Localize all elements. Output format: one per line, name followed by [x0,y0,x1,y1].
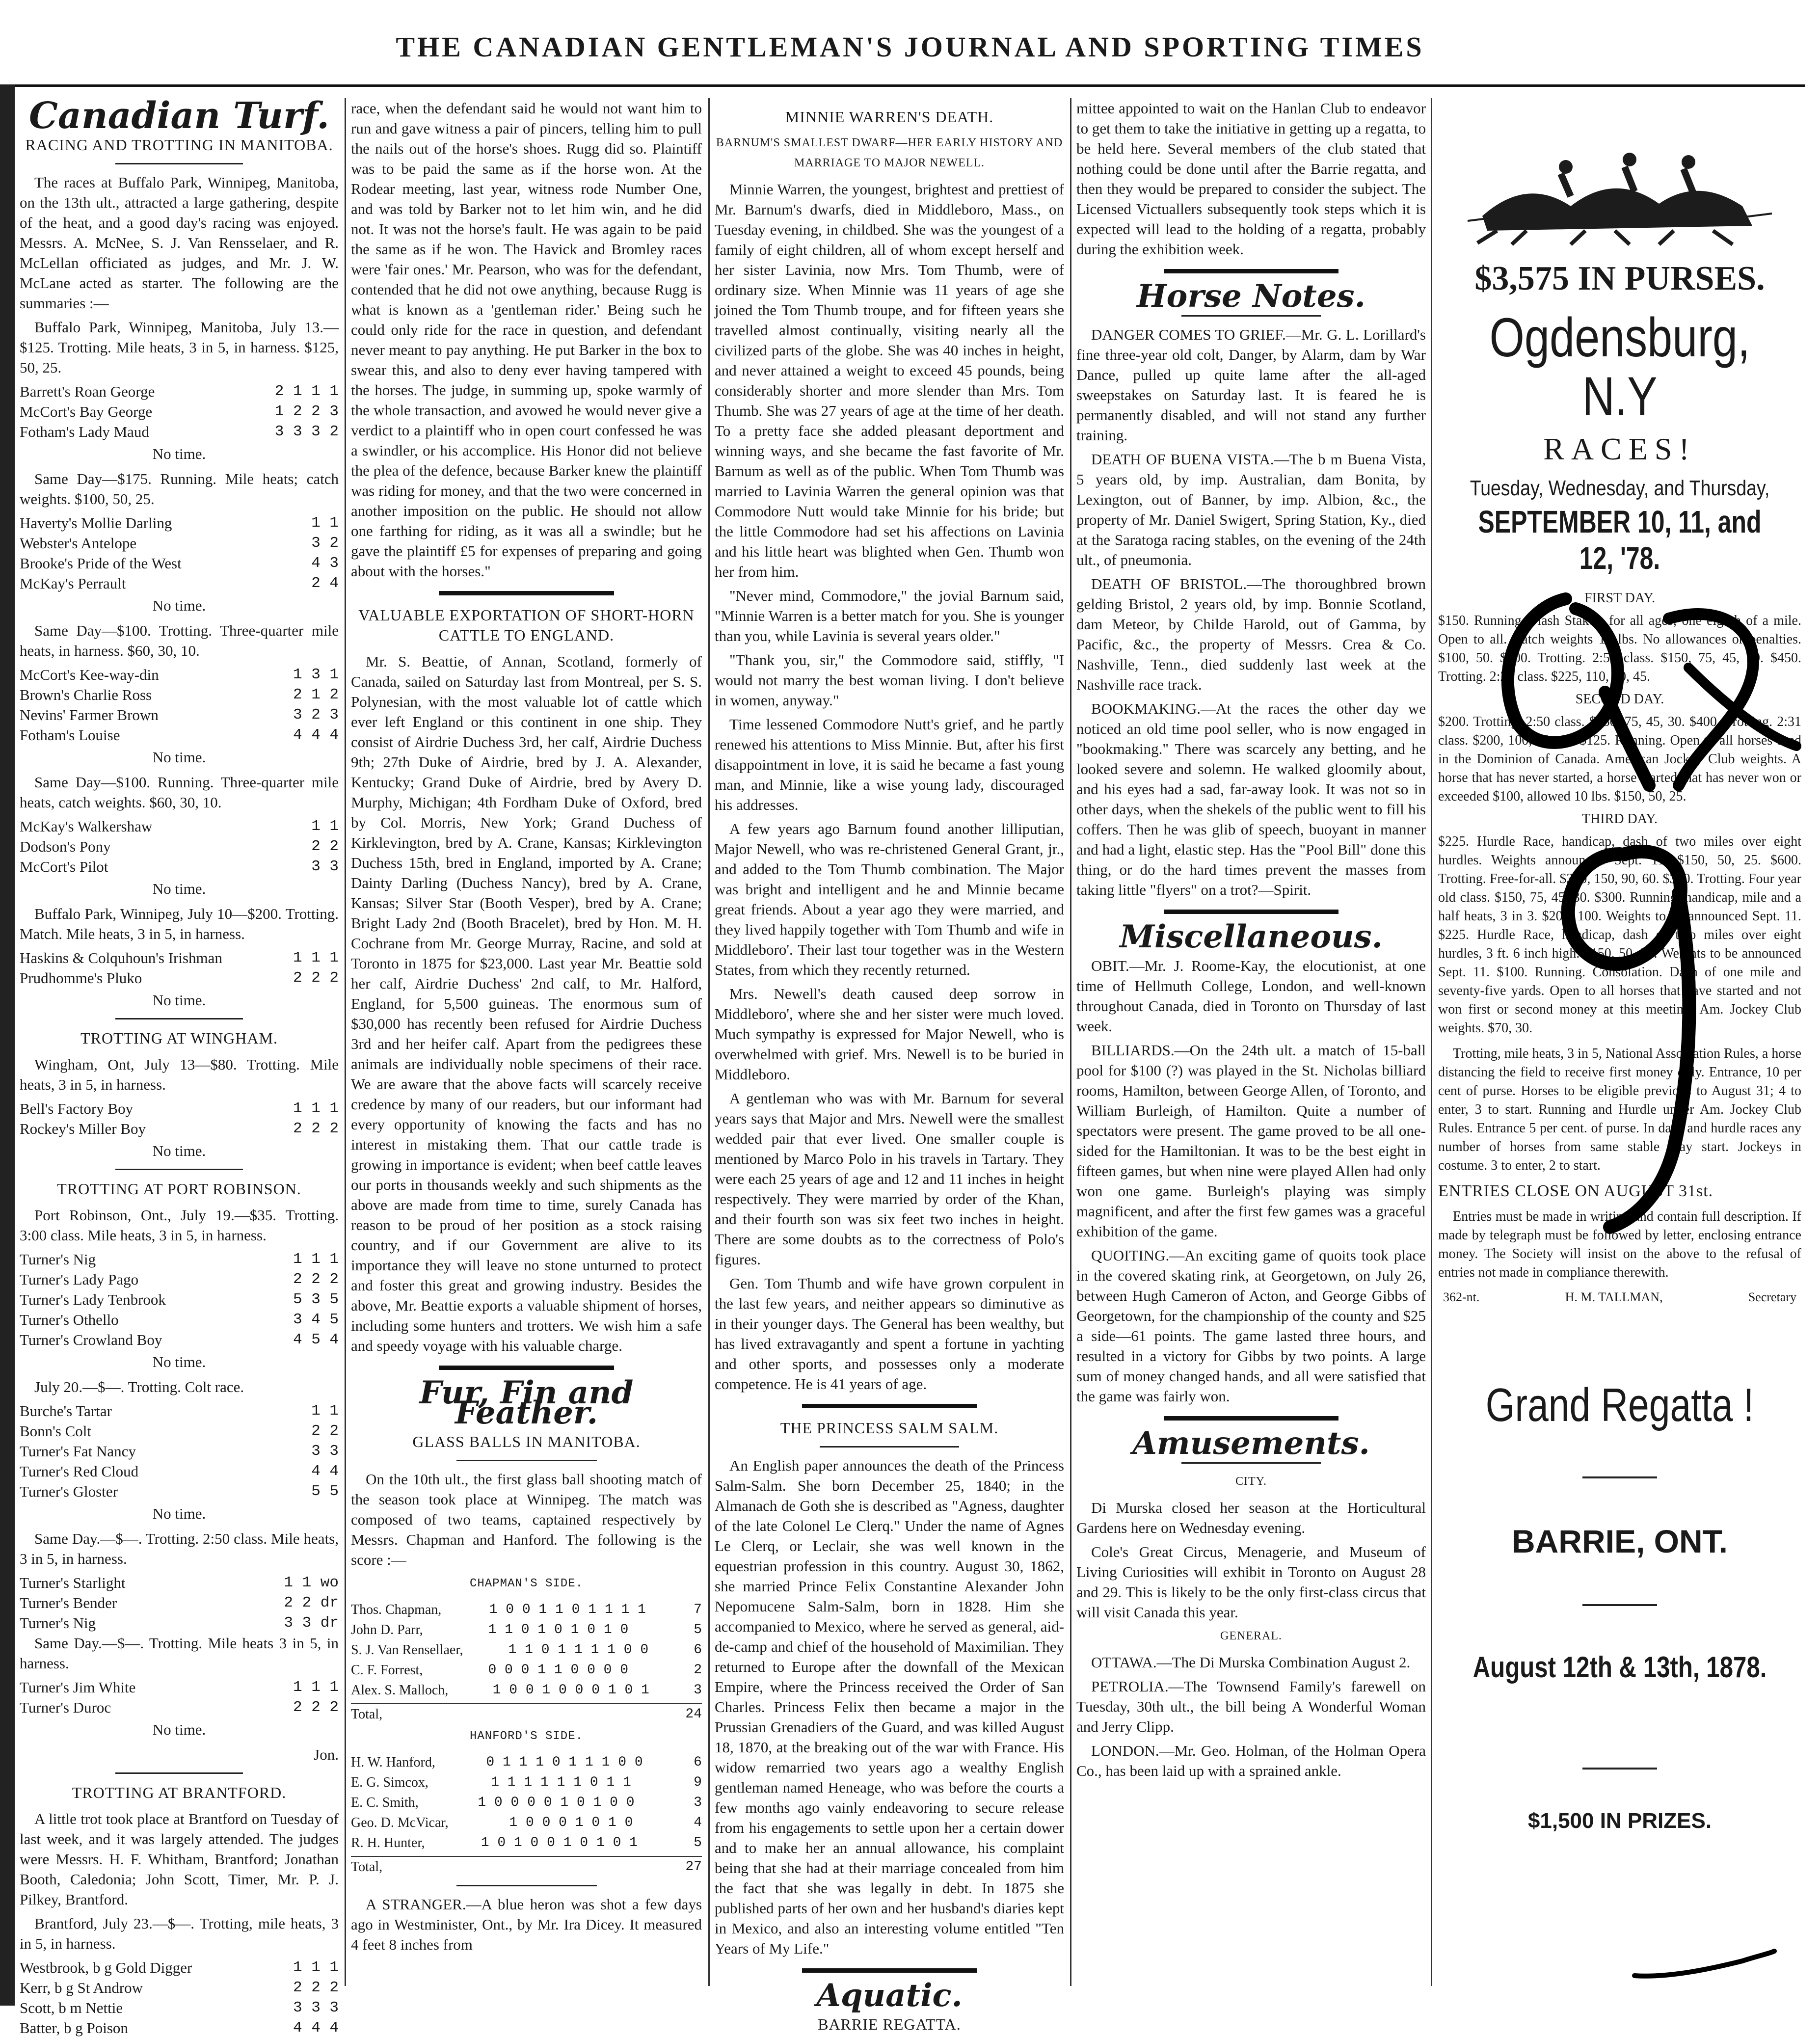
secretary-name: H. M. TALLMAN, [1565,1290,1663,1304]
column-rule [708,98,710,1986]
race-result-row: Turner's Nig 1 1 1 [20,1251,339,1268]
race-result-row: Dodson's Pony 2 2 [20,838,339,855]
race-result-row: Nevins' Farmer Brown 3 2 3 [20,706,339,724]
masthead: THE CANADIAN GENTLEMAN'S JOURNAL AND SPORTING TIMES [396,31,1424,63]
race-result-row: Webster's Antelope 3 2 [20,535,339,552]
score-row: S. J. Van Rensellaer, 1 1 0 1 1 1 1 0 0 6 [351,1642,702,1658]
race-program [1438,589,1801,1282]
divider [802,1968,977,1973]
section-heading: Aquatic. [816,1977,963,2014]
race-summary: Same Day—$100. Trotting. Three-quarter mile heats, in harness. $60, 30, 10. [20,622,339,659]
divider [115,163,243,164]
race-result-row: Haverty's Mollie Darling 1 1 [20,514,339,532]
race-result-row: Haskins & Colquhoun's Irishman 1 1 1 [20,949,339,966]
race-result-row: Batter, b g Poison 4 4 4 [20,2019,339,2037]
day-program: $225. Hurdle Race, handicap, dash of two miles over eight hurdles. Weights announced Sept. 11. $150, 50, 25. $600. Trotting. Free-for-all. $300, 150, 90, 60. $300. Trotting. Four year old class. $150, 75, 45, 30. $300. Running, handicap, mile and a half heats, 3 in 3. $200, 100. Weights to be announced Sept. 11. $225. Hurdle Race, handicap, dash of two miles over eight hurdles, 3 ft. 6 inch high. $150, 50, 25. Weights to be announced Sept. 11. $100. Running. Consolation. Dash of one mile and seventy-five yards. Open to all horses that have started and not won first or second money at this meeting. Am. Jockey Club weights. $70, 30. [1438,834,1801,1036]
column-rule [345,98,346,1986]
article-paragraph: Mr. S. Beattie, of Annan, Scotland, formerly of Canada, sailed on Saturday last from Montreal, per S. S. Polynesian, with the most valuable lot of cattle which ever left England or this continent in one ship. They consist of Airdrie Duchess 3rd, her calf, Airdrie Duchess 9th; 27th Duke of Airdrie, bred by J. A. Alexander, Kentucky; Grand Duke of Airdrie, bred by Avery D. Murphy, Michigan; 4th Fordham Duke of Oxford, bred by Col. Morris, New York; Grand Duchess of Kirklevington, bred by A. Crane, Kansas; Kirklevington Duchess 15th, bred in England, imported by A. Crane; Dainty Darling (Duchess Nancy), bred by A. Crane, Kansas; Silver Star (Booth Vesper), bred by A. Crane; Bright Lady 2nd (Booth Bracelet), bred by Hon. M. H. Cochrane from Mr. George Murray, Racine, and sold at Toronto in 1875 for $23,000. Last year Mr. Beattie sold her calf, Airdrie Duchess' 2nd calf, to Mr. Halford, England, for 5,500 guineas. The enormous sum of $30,000 has recently been refused for Airdrie Duchess 3rd and her heifer calf. Apart from the pedigrees these animals are individually noble specimens of their race. We are aware that the above facts will scarcely receive credence by many of our readers, but our informant had every opportunity of knowing the facts and has no interest in mistaking them. That our cattle trade is growing in importance is evident; when beef cattle leaves our ports in thousands weekly and such shipments as the above are made from time to time, surely Canada has reason to be proud of her position as a stock raising country, and if our Government are alive to its importance they will leave no stone unturned to protect and foster this great and growing industry. Besides the above, Mr. Beattie exports a valuable shipment of horses, including some hunters and trotters. We wish him a safe and speedy voyage with his valuable charge. [351,653,702,1354]
article-title: VALUABLE EXPORTATION OF SHORT-HORN CATTLE TO ENGLAND. [358,606,695,644]
article-paragraph: mittee appointed to wait on the Hanlan Club to endeavor to get them to take the initiative in getting up a regatta, to be held here. Several members of the club stated that nothing could be done until after the Barrie regatta, and then they would be prepared to consider the subject. The Licensed Victuallers subsequently took steps which it is expected will lead to the holding of a regatta, probably during the exhibition week. [1076,100,1426,258]
race-rules: Trotting, mile heats, 3 in 5, National Association Rules, a horse distancing the field to receive first money only. Entrance, 10 per cent of purse. Horses to be eligible previous to August 31; 4 to enter, 3 to start. Running and Hurdle under Am. Jockey Club Rules. Entrance 5 per cent. of purse. In dash and hurdle races any number of horses from same stable may start. Jockeys in costume. 3 to enter, 2 to start. [1438,1046,1801,1173]
race-result-row: McKay's Perrault 2 4 [20,575,339,592]
race-result-row: Turner's Jim White 1 1 1 [20,1679,339,1696]
divider [115,1018,243,1019]
racing-horses-illustration [1468,133,1772,245]
article-title: THE PRINCESS SALM SALM. [780,1419,999,1437]
article-paragraph: "Never mind, Commodore," the jovial Barnum said, "Minnie Warren is a better match for you. She is younger than you, while Lavinia is several years older." [715,587,1064,644]
column-horse-notes [1076,98,1426,1993]
article-title: TROTTING AT BRANTFORD. [72,1784,287,1801]
race-summary: Port Robinson, Ont., July 19.—$35. Trotting. 3:00 class. Mile heats, 3 in 5, in harness. [20,1207,339,1244]
race-result-row: McCort's Bay George 1 2 2 3 [20,403,339,420]
race-result-row: Westbrook, b g Gold Digger 1 1 1 [20,1959,339,1976]
score-total-row: Total, 27 [351,1856,702,1877]
race-summary: Same Day—$175. Running. Mile heats; catch weights. $100, 50, 25. [20,470,339,508]
regatta-prizes: $1,500 IN PRIZES. [1527,1809,1712,1833]
article-paragraph: "Thank you, sir," the Commodore said, stiffly, "I would not marry the best woman living. I don't believe in women, anyway." [715,651,1064,709]
article-paragraph: OBIT.—Mr. J. Roome-Kay, the elocutionist, at one time of Hellmuth College, London, and well-known throughout Canada, died in Toronto on Thursday of last week. [1076,957,1426,1035]
divider [439,591,615,595]
ad-city: Ogdensburg, N.Y [1489,307,1750,427]
article-paragraph: BILLIARDS.—On the 24th ult. a match of 15-ball pool for $100 (?) was played in the St. Nicholas billiard rooms, Hamilton, between George Allen, of Toronto, and William Burleigh, of Hamilton. Quite a number of spectators were present. The game proved to be all one-sided for the Hamiltonian. It was to be the best eight in fifteen games, but when nine were played Allen had only won one game. Burleigh's playing was simply magnificent, and after the first few games was a graceful exhibition of the game. [1076,1042,1426,1240]
article-paragraph: Di Murska closed her season at the Horticultural Gardens here on Wednesday evening. [1076,1499,1426,1536]
article-paragraph: QUOITING.—An exciting game of quoits took place in the covered skating rink, at Georgetown, on July 26, between Hugh Cameron of Acton, and George Gibbs of Georgetown, for the championship of the county and $25 a side—61 points. The game lasted three hours, and resulted in a victory for Gibbs by two points. A large sum of money changed hands, and all were satisfied that the game was fairly won. [1076,1247,1426,1405]
ad-days: Tuesday, Wednesday, and Thursday, [1470,476,1770,500]
section-heading: Miscellaneous. [1120,918,1383,955]
divider [115,1772,243,1774]
divider [456,1460,597,1461]
team-label: CHAPMAN'S SIDE. [469,1577,584,1590]
score-row: C. F. Forrest, 0 0 0 1 1 0 0 0 0 2 [351,1663,702,1678]
regatta-dates: August 12th & 13th, 1878. [1472,1651,1767,1684]
score-total-row: Total, 24 [351,1703,702,1724]
score-row: John D. Parr, 1 1 0 1 0 1 0 1 0 5 [351,1622,702,1637]
race-summary: Buffalo Park, Winnipeg, July 10—$200. Trotting. Match. Mile heats, 3 in 5, in harness. [20,905,339,942]
signature-block [1443,1290,1796,1305]
divider [1582,1604,1657,1606]
no-time-note: No time. [152,749,206,766]
race-result-row: Fotham's Louise 4 4 4 [20,726,339,744]
no-time-note: No time. [152,445,206,462]
article-paragraph: Time lessened Commodore Nutt's grief, and he partly renewed his attentions to Miss Minnie. But, after his first disappointment in love, it is said he became a fast young man, and Minnie, like a wise young lady, discouraged his addresses. [715,716,1064,813]
ad-code: 362-nt. [1443,1290,1480,1304]
article-title: MINNIE WARREN'S DEATH. [785,108,994,126]
article-paragraph: BOOKMAKING.—At the races the other day we noticed an old time pool seller, who is now engaged in "bookmaking." There was scarcely any betting, and he looked severe and solemn. He walked gloomily about, and his eyes had a sad, far-away look. It was not so in other days, when the shekels of the public went to fill his coffers. Then he was glib of speech, buoyant in manner and had a light, elastic step. Has the "Pool Bill" done this thing, or do the hard times prevent the masses from taking little "flyers" on a trot?—Spirit. [1076,700,1426,898]
race-result-row: Scott, b m Nettie 3 3 3 [20,1999,339,2016]
race-result-row: Bell's Factory Boy 1 1 1 [20,1100,339,1117]
race-result-row: Prudhomme's Pluko 2 2 2 [20,969,339,987]
entries-text: Entries must be made in writing and contain full description. If made by telegraph must be followed by letter, enclosing entrance money. The Society will insist on the above to the refusal of entries not made in compliance therewith. [1438,1209,1801,1280]
article-paragraph: LONDON.—Mr. Geo. Holman, of the Holman Opera Co., has been laid up with a sprained ankle. [1076,1742,1426,1779]
race-summary: Same Day—$100. Running. Three-quarter mile heats, catch weights. $60, 30, 10. [20,774,339,811]
article-subtitle: BARNUM'S SMALLEST DWARF—HER EARLY HISTORY AND MARRIAGE TO MAJOR NEWELL. [716,136,1063,169]
race-summary: Wingham, Ont, July 13—$80. Trotting. Mile heats, 3 in 5, in harness. [20,1056,339,1093]
race-result-row: Kerr, b g St Androw 2 2 2 [20,1979,339,1996]
section-heading: Amusements. [1132,1425,1370,1462]
article-paragraph: A gentleman who was with Mr. Barnum for several years says that Major and Mrs. Newell were the smallest wedded pair that ever lived. One smaller couple is mentioned by Marco Polo in his travels in Tartary. They were each 25 years of age and 12 and 11 inches in height respectively. They were married by order of the Khan, and their fourth son was six feet two inches in height. There are some doubts as to the correctness of Polo's figures. [715,1090,1064,1268]
divider [1164,269,1338,273]
article-paragraph: A STRANGER.—A blue heron was shot a few days ago in Westminister, Ont., by Mr. Ira Dicey. It measured 4 feet 8 inches from [351,1896,702,1953]
no-time-note: No time. [152,597,206,614]
score-row: H. W. Hanford, 0 1 1 1 0 1 1 1 0 0 6 [351,1755,702,1770]
article-paragraph: Minnie Warren, the youngest, brightest and prettiest of Mr. Barnum's dwarfs, died in Middleboro, Mass., on Tuesday evening, in childbed. She was the youngest of a family of eight children, all of whom except herself and her sister Lavinia, now Mrs. Tom Thumb, were of ordinary size. When Minnie was 11 years of age she joined the Tom Thumb troupe, and for fifteen years she travelled almost continually, visiting nearly all the civilized parts of the globe. She was 40 inches in height, and never attained a weight to exceed 45 pounds, being considerably shorter and more slender than Mrs. Tom Thumb. She was 27 years of age at the time of her death. To a pretty face she added pleasant deportment and winning ways, and she became the fast favorite of Mr. Barnum as well as of the public. When Tom Thumb was married to Lavinia Warren the general opinion was that Commodore Nutt would take Minnie for his bride; but the little Commodore had set his affections on Lavinia and his little heart was blighted when Gen. Thumb won her from him. [715,181,1064,580]
regatta-location: BARRIE, ONT. [1511,1523,1728,1559]
day-program: $150. Running. Flash Stakes, for all ages; one eighth of a mile. Open to all. Catch weights 10 lbs. No allowances or penalties. $100, 50. $300. Trotting. 2:50 class. $150, 75, 45, 30. $450. Trotting. 2:28 class. $225, 110, 70, 45. [1438,613,1801,684]
no-time-note: No time. [152,1505,206,1522]
score-row: Alex. S. Malloch, 1 0 0 1 0 0 0 1 0 1 3 [351,1683,702,1698]
race-summary: Brantford, July 23.—$—. Trotting, mile heats, 3 in 5, in harness. [20,1915,339,1952]
race-result-row: McCort's Pilot 3 3 [20,858,339,875]
race-result-row: Turner's Duroc 2 2 2 [20,1699,339,1716]
article-paragraph: PETROLIA.—The Townsend Family's farewell on Tuesday, 30th ult., the bill being A Wonderful Woman and Jerry Clipp. [1076,1678,1426,1735]
day-label: FIRST DAY. [1584,590,1656,606]
divider [1164,1416,1338,1421]
race-result-row: McKay's Walkershaw 1 1 [20,818,339,835]
race-summary: Same Day.—$—. Trotting. Mile heats 3 in 5, in harness. [20,1635,339,1672]
column-rule [1070,98,1071,1986]
race-result-row: Burche's Tartar 1 1 [20,1402,339,1420]
column-rule [1431,98,1432,1986]
score-row: Thos. Chapman, 1 0 0 1 1 0 1 1 1 1 7 [351,1602,702,1617]
score-row: E. C. Smith, 1 0 0 0 0 1 0 1 0 0 3 [351,1795,702,1810]
score-row: R. H. Hunter, 1 0 1 0 0 1 0 1 0 1 5 [351,1835,702,1850]
no-time-note: No time. [152,992,206,1009]
team-label: HANFORD'S SIDE. [469,1730,584,1743]
section-heading: Canadian Turf. [29,95,329,137]
no-time-note: No time. [152,880,206,897]
divider [115,1169,243,1170]
race-result-row: McCort's Kee-way-din 1 3 1 [20,666,339,683]
article-title: BARRIE REGATTA. [818,2015,961,2033]
race-summary: July 20.—$—. Trotting. Colt race. [34,1378,244,1395]
masthead-rule [15,84,1805,87]
ad-races: RACES! [1543,431,1696,466]
section-heading: Fur, Fin and Feather. [419,1374,634,1431]
article-title: TROTTING AT WINGHAM. [80,1029,278,1047]
article-paragraph: DEATH OF BUENA VISTA.—The b m Buena Vista, 5 years old, by imp. Australian, dam Bonita, by Lexington, out of Banner, by imp. Albion, &c., the property of Mr. Daniel Swigert, Spring Station, Ky., died at the Saratoga racing stables, on the evening of the 24th ult., of pneumonia. [1076,451,1426,568]
race-result-row: Turner's Lady Pago 2 2 2 [20,1271,339,1288]
race-result-row: Turner's Red Cloud 4 4 [20,1463,339,1480]
article-title: GLASS BALLS IN MANITOBA. [412,1433,641,1450]
article-paragraph: Gen. Tom Thumb and wife have grown corpulent in the last few years, and neither appears so diminutive as in their younger days. The General has been wealthy, but has lived extravagantly and spent a fortune in yachting and other sports, and possesses only a moderate competence. He is 41 years of age. [715,1275,1064,1393]
score-row: E. G. Simcox, 1 1 1 1 1 1 0 1 1 9 [351,1775,702,1790]
divider [1181,315,1321,317]
divider [1164,910,1338,914]
race-result-row: Turner's Othello 3 4 5 [20,1311,339,1328]
purses-headline: $3,575 IN PURSES. [1474,260,1765,297]
score-table-chapman [351,1574,702,1877]
race-result-row: Brooke's Pride of the West 4 3 [20,555,339,572]
column-minnie-warren [715,98,1064,2033]
regatta-headline: Grand Regatta ! [1485,1379,1754,1431]
byline: Jon. [314,1746,339,1763]
race-summary: Buffalo Park, Winnipeg, Manitoba, July 13.—$125. Trotting. Mile heats, 3 in 5, in harness. $125, 50, 25. [20,319,339,376]
article-paragraph: An English paper announces the death of the Princess Salm-Salm. She born December 25, 1840; in the Almanach de Goth she is described as "Agness, daughter of the late Colonel Le Clerq." Under the name of Agnes Le Clerq, or Leclair, she was well known in the equestrian profession in this country. August 30, 1862, she married Prince Felix Constantine Alexander John Nepomucene Salm-Salm, born in 1828. Him she accompanied to Mexico, where he served as general, aid-de-camp and chief of the household of Maximilian. They returned to Europe after the downfall of the Mexican Empire, where the Princess received the Order of San Charles. Princess Felix then became a major in the Prussian Grenadiers of the Guard, and was killed August 18, 1870, at the breaking out of the war with France. His widow remarried two years ago a wealthy English gentleman named Heneage, who was before the courts a few months ago vainly endeavoring to secure release from his engagements to settle upon her a certain dower and to make her an annual allowance, his complaint being that she had at their marriage concealed from him the fact that she was legally in debt. In 1875 she published parts of her own and her husband's diaries kept in Mexico, and also an interesting volume entitled "Ten Years of My Life." [715,1457,1064,1957]
article-paragraph: DANGER COMES TO GRIEF.—Mr. G. L. Lorillard's fine three-year old colt, Danger, by Alarm, dam by War Dance, pulled up quite lame after the all-aged sweepstakes on Saturday last. It is feared he is permanently disabled, and will not stand any further training. [1076,326,1426,444]
article-paragraph: A little trot took place at Brantford on Tuesday of last week, and it was largely attended. The judges were Messrs. H. F. Whitham, Brantford; Jonathan Booth, Caledonia; John Scott, Timer, Mr. P. J. Pilkey, Brantford. [20,1810,339,1908]
race-result-row: Fotham's Lady Maud 3 3 3 2 [20,423,339,440]
page-binding-edge [0,84,15,2006]
divider [1582,1476,1657,1478]
article-paragraph: race, when the defendant said he would not want him to run and gave witness a pair of pincers, telling him to pull the nails out of the horse's shoes. Rugg did so. Plaintiff was to be paid the same as if the horse won. At the Rodear meeting, last year, witness rode Number One, and was told by Barker not to let him win, and he did not. It was not the horse's fault. He was again to be paid the same as if he won. The Havick and Bromley races were 'fair ones.' Mr. Pearson, who was for the defendant, contended that he did not owe anything, because Rugg is what is known as a 'gentleman rider.' Being such he could only ride for the race in question, and defendant never meant to pay anything. He put Barker in the box to swear this, and also to deny ever having tampered with the horses. The judge, in summing up, spoke warmly of the whole transaction, and avowed he would never give a verdict to a plaintiff who in open court confessed he was a swindler, or his accomplice. His Honor did not believe the plea of the defence, because Barker knew the plaintiff was riding for money, and that the two were concerned in another imposition on the public. He should not allow one farthing for riding, as it was all a swindle; but he gave the plaintiff £5 for expenses of preparing and going about with the horses." [351,100,702,580]
race-result-row: Turner's Starlight 1 1 wo [20,1574,339,1591]
no-time-note: No time. [152,1353,206,1370]
article-title: RACING AND TROTTING IN MANITOBA. [25,136,333,154]
day-program: $200. Trotting. 2:50 class. $150, 75, 45, 30. $400. Trotting. 2:31 class. $200, 100, 60, 40. $125. Running. Open to all horses bred in the Dominion of Canada. American Jockey Club weights. A horse that has never started, a horse started that has never won or exceeded $100, allowed 10 lbs. $150, 50, 25. [1438,714,1801,804]
race-result-row: Barrett's Roan George 2 1 1 1 [20,383,339,400]
race-summary: Same Day.—$—. Trotting. 2:50 class. Mile heats, 3 in 5, in harness. [20,1530,339,1567]
divider [1582,1768,1657,1770]
ad-dates: SEPTEMBER 10, 11, and 12, '78. [1478,504,1762,576]
race-result-row: Turner's Crowland Boy 4 5 4 [20,1331,339,1348]
race-result-row: Turner's Gloster 5 5 [20,1483,339,1500]
article-paragraph: A few years ago Barnum found another lilliputian, Major Newell, who was re-christened General Grant, jr., and added to the Tom Thumb combination. The Major was bright and intelligent and he and Minnie became great friends. About a year ago they were married, and they lived happily together with Tom Thumb and wife in Middleboro'. Their last tour together was in the Western States, from which they recently returned. [715,820,1064,978]
divider [820,1446,960,1448]
subsection-label: GENERAL. [1220,1630,1282,1642]
race-result-row: Brown's Charlie Ross 2 1 2 [20,686,339,703]
divider [1181,1462,1321,1464]
subsection-label: CITY. [1235,1475,1267,1488]
divider [456,1885,597,1886]
race-result-row: Turner's Lady Tenbrook 5 3 5 [20,1291,339,1308]
article-paragraph: OTTAWA.—The Di Murska Combination August 2. [1091,1654,1411,1671]
article-paragraph: Mrs. Newell's death caused deep sorrow in Middleboro', where she and her sister were much loved. Much sympathy is expressed for Major Newell, who is overwhelmed with grief. Mrs. Newell is to be buried in Middleboro. [715,985,1064,1083]
secretary-title: Secretary [1748,1290,1796,1304]
divider [802,1404,977,1408]
race-result-row: Rockey's Miller Boy 2 2 2 [20,1120,339,1137]
column-shorthorn-and-shooting [351,98,702,1993]
no-time-note: No time. [152,1721,206,1738]
race-result-row: Turner's Bender 2 2 dr [20,1594,339,1611]
score-row: Geo. D. McVicar, 1 0 0 0 1 0 1 0 4 [351,1815,702,1830]
section-heading: Horse Notes. [1137,278,1365,315]
day-label: SECOND DAY. [1575,692,1664,707]
article-paragraph: Cole's Great Circus, Menagerie, and Museum of Living Curiosities will exhibit in Toronto on August 28 and 29. This is likely to be the only first-class circus that will visit Canada this year. [1076,1543,1426,1621]
advertisement-column [1433,98,1806,1993]
article-title: TROTTING AT PORT ROBINSON. [57,1180,301,1198]
article-paragraph: DEATH OF BRISTOL.—The thoroughbred brown gelding Bristol, 2 years old, by imp. Bonnie Scotland, dam Meteor, by Childe Harold, out of Gamma, by Pacific, &c., the property of Messrs. Crea & Co. Nashville, Tenn., died suddenly last week at the Nashville race track. [1076,575,1426,693]
race-result-row: Turner's Nig 3 3 dr [20,1614,339,1632]
no-time-note: No time. [152,1142,206,1159]
race-result-row: Bonn's Colt 2 2 [20,1422,339,1440]
divider [439,1366,615,1370]
article-paragraph: The races at Buffalo Park, Winnipeg, Manitoba, on the 13th ult., attracted a large gathering, despite of the heat, and a good day's racing was enjoyed. Messrs. A. McNee, S. J. Van Rensselaer, and R. McLellan officiated as judges, and Mr. J. W. McLane acted as starter. The following are the summaries :— [20,174,339,312]
race-result-row: Turner's Fat Nancy 3 3 [20,1443,339,1460]
day-label: THIRD DAY. [1581,811,1658,827]
article-paragraph: On the 10th ult., the first glass ball shooting match of the season took place at Winnipeg. The match was composed of two teams, captained respectively by Messrs. Chapman and Hanford. The following is the score :— [351,1471,702,1568]
entries-close: ENTRIES CLOSE ON AUGUST 31st. [1438,1182,1713,1200]
column-canadian-turf [20,95,339,2037]
